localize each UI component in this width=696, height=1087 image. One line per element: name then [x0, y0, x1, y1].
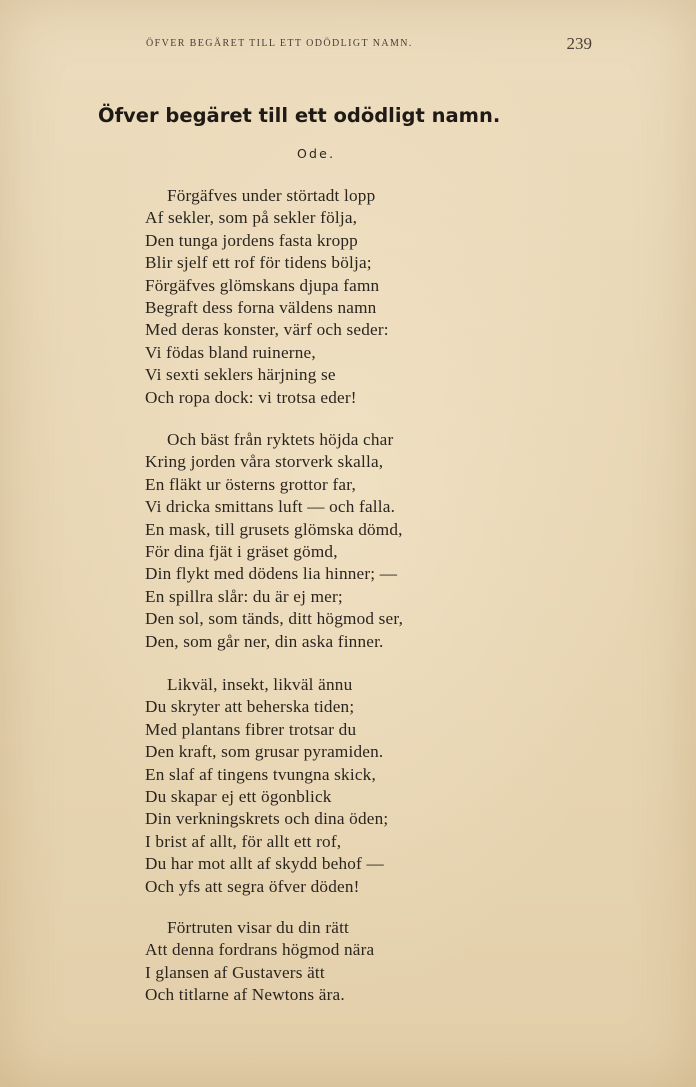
poem-line: Kring jorden våra storverk skalla, — [145, 452, 384, 472]
poem-line: Med deras konster, värf och seder: — [145, 320, 389, 340]
poem-subtitle: Ode. — [297, 146, 336, 161]
poem-line: Du skapar ej ett ögonblick — [145, 787, 332, 807]
poem-line: Den sol, som tänds, ditt högmod ser, — [145, 609, 404, 629]
poem-line: Vi dricka smittans luft — och falla. — [145, 497, 396, 517]
poem-line: Förgäfves under störtadt lopp — [167, 186, 376, 205]
page-number: 239 — [566, 34, 592, 53]
poem-line: Blir sjelf ett rof för tidens bölja; — [145, 253, 372, 273]
poem-line: Du har mot allt af skydd behof — — [145, 854, 384, 874]
poem-line: Den, som går ner, din aska finner. — [145, 631, 384, 651]
poem-line: En fläkt ur österns grottor far, — [145, 474, 356, 494]
poem-title: Öfver begäret till ett odödligt namn. — [98, 104, 501, 127]
stanza-2 — [145, 429, 403, 653]
poem-line: Och yfs att segra öfver döden! — [145, 876, 360, 896]
poem-line: Med plantans fibrer trotsar du — [145, 719, 357, 739]
poem-line: Den tunga jordens fasta kropp — [145, 230, 358, 250]
poem-line: Vi födas bland ruinerne, — [145, 342, 316, 362]
poem-line: Begraft dess forna väldens namn — [145, 298, 377, 318]
poem-line: Vi sexti seklers härjning se — [145, 365, 336, 385]
poem-line: Och bäst från ryktets höjda char — [167, 430, 394, 449]
poem-line: Du skryter att beherska tiden; — [145, 697, 355, 717]
poem-line: Att denna fordrans högmod nära — [145, 940, 375, 960]
poem-line: Och ropa dock: vi trotsa eder! — [145, 387, 357, 407]
poem-line: Likväl, insekt, likväl ännu — [167, 675, 353, 694]
poem-line: I glansen af Gustavers ätt — [145, 962, 325, 982]
poem-line: I brist af allt, för allt ett rof, — [145, 831, 342, 851]
poem-line: Af sekler, som på sekler följa, — [145, 208, 358, 228]
poem-line: Din flykt med dödens lia hinner; — — [145, 564, 398, 584]
poem-line: En mask, till grusets glömska dömd, — [145, 519, 403, 539]
stanza-3 — [145, 674, 388, 898]
poem-line: Och titlarne af Newtons ära. — [145, 985, 345, 1005]
stanza-4 — [145, 917, 374, 1007]
stanza-1 — [145, 185, 389, 409]
poem-line: En slaf af tingens tvungna skick, — [145, 764, 376, 784]
poem-line: Förtruten visar du din rätt — [167, 918, 350, 937]
poem-line: Förgäfves glömskans djupa famn — [145, 275, 380, 295]
poem-line: En spillra slår: du är ej mer; — [145, 586, 343, 606]
poem-line: Din verkningskrets och dina öden; — [145, 809, 389, 829]
poem-line: För dina fjät i gräset gömd, — [145, 542, 338, 562]
running-head: ÖFVER BEGÄRET TILL ETT ODÖDLIGT NAMN. — [146, 38, 413, 49]
poem-line: Den kraft, som grusar pyramiden. — [145, 742, 384, 762]
